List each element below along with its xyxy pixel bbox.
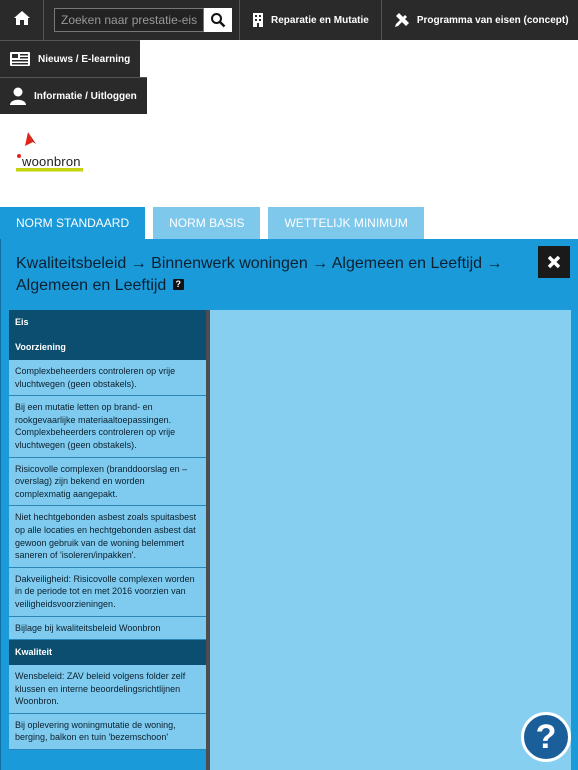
nav-link-label: Reparatie en Mutatie <box>271 14 369 26</box>
help-icon[interactable]: ? <box>173 279 184 290</box>
list-item[interactable]: Niet hechtgebonden asbest zoals spuitasbest op alle locaties en hechtgebonden asbest dat gewoon gebruik van de woning belemmert saneren of 'isoleren/inpakken'. <box>9 506 206 567</box>
list-header-eis: Eis <box>9 310 206 335</box>
user-icon <box>10 87 26 105</box>
building-icon <box>252 13 264 27</box>
newspaper-icon <box>10 52 30 66</box>
detail-pane <box>210 310 571 770</box>
nav-link-nieuws[interactable] <box>0 40 140 77</box>
list-item[interactable]: Wensbeleid: ZAV beleid volgens folder zelf klussen en interne beoordelingsrichtlijnen Woonbron. <box>9 665 206 714</box>
list-item[interactable]: Dakveiligheid: Risicovolle complexen worden in de periode tot en met 2016 voorzien van veiligheidsvoorzieningen. <box>9 568 206 617</box>
requirements-list <box>9 310 206 770</box>
requirements-panel <box>0 239 578 770</box>
list-item[interactable]: Risicovolle complexen (branddoorslag en –overslag) zijn bekend en worden complexmatig aangepakt. <box>9 458 206 507</box>
nav-link-informatie[interactable] <box>0 77 147 114</box>
search-bar <box>44 0 240 40</box>
tab-norm-basis[interactable]: NORM BASIS <box>153 207 260 239</box>
search-input[interactable] <box>54 8 204 32</box>
home-icon <box>13 10 31 31</box>
nav-link-label: Programma van eisen (concept) <box>416 14 569 26</box>
pencil-ruler-icon <box>394 12 410 28</box>
close-icon <box>547 255 561 269</box>
breadcrumb-text: Kwaliteitsbeleid → Binnenwerk woningen → Algemeen en Leeftijd → Algemeen en Leeftijd <box>16 255 503 294</box>
list-item[interactable]: Bij oplevering woningmutatie de woning, berging, balkon en tuin 'bezemschoon' <box>9 714 206 750</box>
nav-row-news <box>0 40 140 77</box>
nav-link-reparatie[interactable] <box>240 0 382 40</box>
tab-norm-standaard[interactable]: NORM STANDAARD <box>0 207 145 239</box>
list-item[interactable]: Bij een mutatie letten op brand- en rookgevaarlijke materiaaltoepassingen. Complexbeheerders controleren op vrije vluchtwegen (geen obstakels). <box>9 396 206 457</box>
logo-text: woonbron <box>22 154 81 169</box>
nav-link-programma[interactable] <box>382 0 578 40</box>
top-nav <box>0 0 578 40</box>
list-header-voorziening: Voorziening <box>9 335 206 360</box>
nav-row-info <box>0 77 147 114</box>
tab-wettelijk-minimum[interactable]: WETTELIJK MINIMUM <box>268 207 423 239</box>
close-button[interactable] <box>538 246 570 278</box>
nav-link-label: Nieuws / E-learning <box>38 53 131 65</box>
breadcrumb <box>16 253 516 297</box>
list-item[interactable]: Bijlage bij kwaliteitsbeleid Woonbron <box>9 617 206 641</box>
help-button[interactable]: ? <box>521 712 571 762</box>
search-icon <box>210 12 226 28</box>
list-header-kwaliteit: Kwaliteit <box>9 640 206 665</box>
list-item[interactable]: Complexbeheerders controleren op vrije vluchtwegen (geen obstakels). <box>9 360 206 396</box>
home-button[interactable] <box>0 0 44 40</box>
nav-link-label: Informatie / Uitloggen <box>34 90 137 102</box>
norm-tabs <box>0 207 424 239</box>
search-button[interactable] <box>204 8 232 32</box>
